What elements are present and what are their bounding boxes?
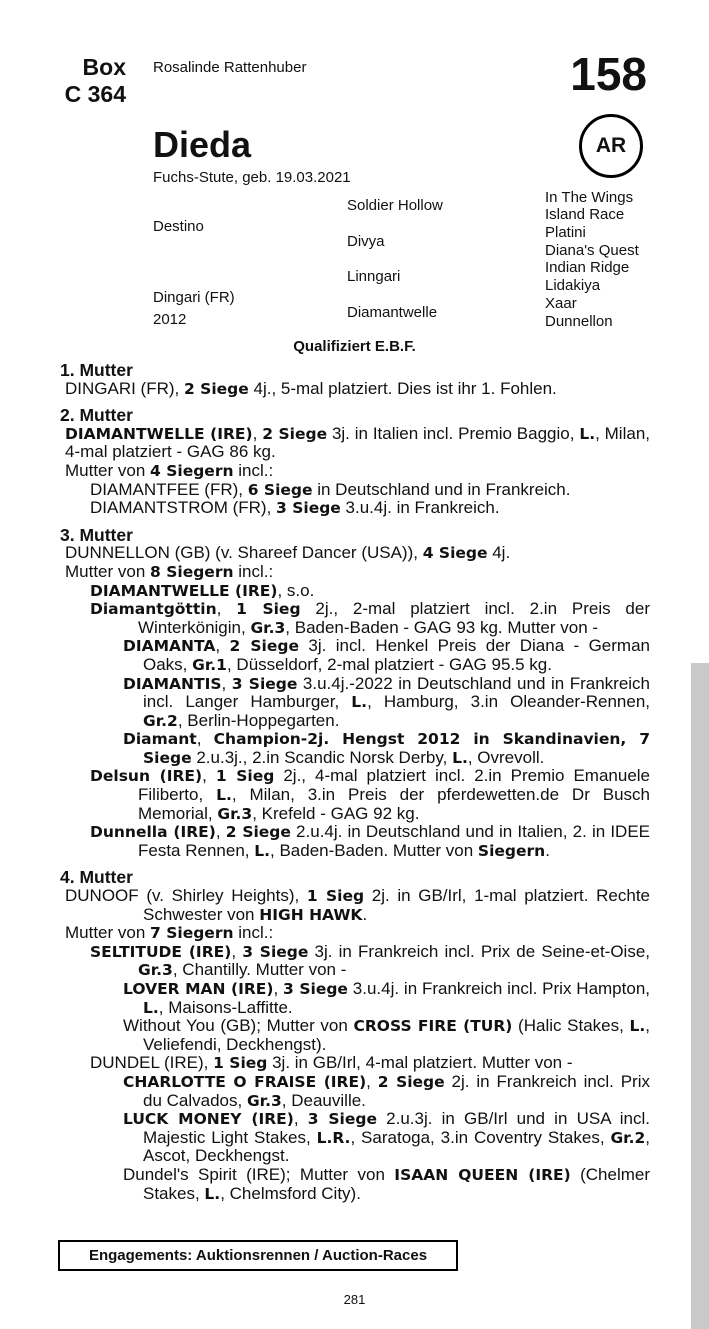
bold-run: DIAMANTA — [123, 637, 216, 656]
produce-record: Dunnella (IRE), 2 Siege 2.u.4j. in Deutschland und in Italien, 2. in IDEE Festa Rennen, L., Baden-Baden. Mutter von Siegern. — [90, 822, 650, 860]
bold-run: Gr.2 — [143, 711, 178, 730]
scrollbar[interactable] — [691, 663, 709, 1329]
bold-run: 7 Siegern — [150, 924, 234, 943]
bold-run: 3 Siege — [283, 980, 348, 998]
qualification-note: Qualifiziert E.B.F. — [293, 338, 416, 355]
horse-name: Dieda — [153, 124, 252, 165]
produce-record: DIAMANTA, 2 Siege 3j. incl. Henkel Preis der Diana - German Oaks, Gr.1, Düsseldorf, 2-mal platziert - GAG 95.5 kg. — [123, 636, 650, 674]
bold-run: ISAAN QUEEN (IRE) — [394, 1165, 571, 1184]
bold-run: 3 Siege — [276, 499, 341, 518]
produce-record: DIAMANTFEE (FR), 6 Siege in Deutschland und in Frankreich. — [90, 479, 571, 499]
produce-record: Mutter von 4 Siegern incl.: — [65, 460, 274, 480]
bold-run: 3 Siege — [242, 942, 309, 961]
bold-run: Diamantgöttin — [90, 600, 217, 619]
bold-run: Gr.3 — [138, 961, 173, 980]
bold-run: L. — [629, 1017, 646, 1036]
bold-run: 1 Sieg — [215, 767, 275, 786]
owner-name: Rosalinde Rattenhuber — [153, 59, 307, 76]
bold-run: 3 Siege — [307, 1110, 377, 1129]
bold-run: CROSS FIRE (TUR) — [353, 1017, 513, 1036]
bold-run: 2 Siege — [184, 379, 249, 398]
bold-run: 1 Sieg — [306, 887, 365, 906]
bold-run: 2 Siege — [377, 1072, 445, 1091]
pedigree-great-grandparent: Diana's Quest — [545, 242, 639, 259]
pedigree-grandparent: Divya — [347, 233, 385, 250]
produce-record: SELTITUDE (IRE), 3 Siege 3j. in Frankreich incl. Prix de Seine-et-Oise, Gr.3, Chantilly. Mutter von - — [90, 941, 651, 980]
pedigree-great-grandparent: Lidakiya — [545, 277, 601, 294]
engagements-box: Engagements: Auktionsrennen / Auction-Races — [58, 1240, 458, 1271]
bold-run: 2 Siege — [225, 823, 291, 842]
pedigree-grandparent: Diamantwelle — [347, 304, 438, 321]
box-number: C 364 — [64, 81, 126, 107]
bold-run: Champion-2j. Hengst 2012 in Skandinavien, 7 Siege — [143, 730, 650, 767]
produce-record: DINGARI (FR), 2 Siege 4j., 5-mal platziert. Dies ist ihr 1. Fohlen. — [65, 378, 557, 398]
bold-run: Gr.3 — [246, 1091, 282, 1110]
produce-record: Diamantgöttin, 1 Sieg 2j., 2-mal platziert incl. 2.in Preis der Winterkönigin, Gr.3, Baden-Baden - GAG 93 kg. Mutter von - — [90, 599, 651, 637]
bold-run: 4 Siege — [422, 544, 488, 563]
bold-run: 6 Siege — [247, 480, 313, 499]
pedigree-sire: Destino — [153, 218, 204, 235]
section-heading: 1. Mutter — [60, 360, 133, 380]
pedigree-great-grandparent: Platini — [545, 224, 586, 241]
bold-run: Gr.3 — [250, 618, 286, 637]
produce-record: Diamant, Champion-2j. Hengst 2012 in Skandinavien, 7 Siege 2.u.3j., 2.in Scandic Norsk Derby, L., Ovrevoll. — [123, 729, 650, 767]
pedigree-dam: Dingari (FR) — [153, 289, 235, 306]
bold-run: Diamant — [123, 730, 197, 749]
bold-run: DIAMANTWELLE (IRE) — [65, 424, 253, 443]
produce-record: DUNDEL (IRE), 1 Sieg 3j. in GB/Irl, 4-mal platziert. Mutter von - — [90, 1053, 573, 1073]
produce-record: DUNOOF (v. Shirley Heights), 1 Sieg 2j. in GB/Irl, 1-mal platziert. Rechte Schwester von HIGH HAWK. — [65, 886, 650, 924]
dam-line-text — [60, 361, 650, 1203]
section-heading: 2. Mutter — [60, 405, 133, 426]
bold-run: 3 Siege — [231, 674, 298, 693]
bold-run: SELTITUDE (IRE) — [90, 942, 232, 961]
bold-run: L.R. — [316, 1128, 351, 1147]
box-label-text: Box — [82, 54, 126, 80]
produce-record: Mutter von 8 Siegern incl.: — [65, 561, 274, 581]
bold-run: 1 Sieg — [236, 600, 301, 619]
produce-record: LUCK MONEY (IRE), 3 Siege 2.u.3j. in GB/Irl und in USA incl. Majestic Light Stakes, L.R., Saratoga, 3.in Coventry Stakes, Gr.2, Ascot, Deckhengst. — [123, 1109, 651, 1166]
ar-badge: AR — [579, 114, 643, 178]
bold-run: 4 Siegern — [150, 461, 234, 480]
bold-run: L. — [143, 998, 159, 1017]
bold-run: Gr.1 — [192, 655, 227, 674]
bold-run: L. — [254, 841, 271, 860]
bold-run: 8 Siegern — [150, 562, 234, 581]
pedigree-great-grandparent: Xaar — [545, 295, 577, 312]
box-label — [58, 54, 126, 108]
bold-run: HIGH HAWK — [259, 905, 363, 924]
produce-record: LOVER MAN (IRE), 3 Siege 3.u.4j. in Frankreich incl. Prix Hampton, L., Maisons-Laffitte. — [123, 979, 650, 1017]
pedigree-great-grandparent: Indian Ridge — [545, 259, 630, 276]
bold-run: DIAMANTWELLE (IRE) — [90, 581, 278, 600]
bold-run: L. — [351, 693, 368, 712]
bold-run: Delsun (IRE) — [90, 767, 203, 786]
bold-run: CHARLOTTE O FRAISE (IRE) — [123, 1072, 367, 1091]
bold-run: L. — [452, 748, 468, 767]
bold-run: Gr.3 — [217, 804, 253, 823]
bold-run: L. — [579, 424, 596, 443]
bold-run: LUCK MONEY (IRE) — [123, 1110, 294, 1129]
produce-record: Dundel's Spirit (IRE); Mutter von ISAAN QUEEN (IRE) (Chelmer Stakes, L., Chelmsford City). — [123, 1164, 650, 1203]
produce-record: Without You (GB); Mutter von CROSS FIRE (TUR) (Halic Stakes, L., Veliefendi, Deckhengst). — [123, 1016, 651, 1054]
bold-run: Gr.2 — [610, 1128, 646, 1147]
produce-record: DIAMANTWELLE (IRE), 2 Siege 3j. in Italien incl. Premio Baggio, L., Milan, 4-mal platziert - GAG 86 kg. — [65, 423, 650, 462]
bold-run: Dunnella (IRE) — [90, 823, 216, 842]
section-heading: 3. Mutter — [60, 524, 133, 545]
pedigree-great-grandparent: Dunnellon — [545, 313, 613, 330]
bold-run: 2 Siege — [262, 424, 328, 443]
bold-run: LOVER MAN (IRE) — [123, 980, 274, 998]
produce-record: DIAMANTIS, 3 Siege 3.u.4j.-2022 in Deutschland und in Frankreich incl. Langer Hamburger, L., Hamburg, 3.in Oleander-Rennen, Gr.2, Berlin-Hoppegarten. — [123, 673, 651, 730]
bold-run: DIAMANTIS — [123, 674, 222, 693]
horse-description: Fuchs-Stute, geb. 19.03.2021 — [153, 169, 351, 186]
bold-run: L. — [204, 1184, 221, 1203]
produce-record: CHARLOTTE O FRAISE (IRE), 2 Siege 2j. in Frankreich incl. Prix du Calvados, Gr.3, Deauville. — [123, 1071, 650, 1110]
pedigree-dam-year: 2012 — [153, 311, 187, 328]
bold-run: 2 Siege — [229, 637, 299, 656]
pedigree-great-grandparent: In The Wings — [545, 189, 634, 206]
pedigree-grandparent: Linngari — [347, 268, 401, 285]
bold-run: Siegern — [477, 841, 546, 860]
pedigree-great-grandparent: Island Race — [545, 206, 625, 223]
bold-run: L. — [216, 786, 232, 805]
bold-run: 1 Sieg — [213, 1054, 268, 1073]
produce-record: Delsun (IRE), 1 Sieg 2j., 4-mal platziert incl. 2.in Premio Emanuele Filiberto, L., Milan, 3.in Preis der pferdewetten.de Dr Busch Memorial, Gr.3, Krefeld - GAG 92 kg. — [90, 766, 651, 823]
produce-record: Mutter von 7 Siegern incl.: — [65, 923, 274, 943]
page-number: 281 — [343, 1292, 366, 1307]
produce-record: DUNNELLON (GB) (v. Shareef Dancer (USA)), 4 Siege 4j. — [65, 543, 511, 563]
section-heading: 4. Mutter — [60, 867, 133, 888]
lot-number: 158 — [570, 48, 647, 100]
produce-record: DIAMANTWELLE (IRE), s.o. — [90, 580, 315, 600]
produce-record: DIAMANTSTROM (FR), 3 Siege 3.u.4j. in Frankreich. — [90, 498, 500, 518]
pedigree-grandparent: Soldier Hollow — [347, 197, 443, 214]
